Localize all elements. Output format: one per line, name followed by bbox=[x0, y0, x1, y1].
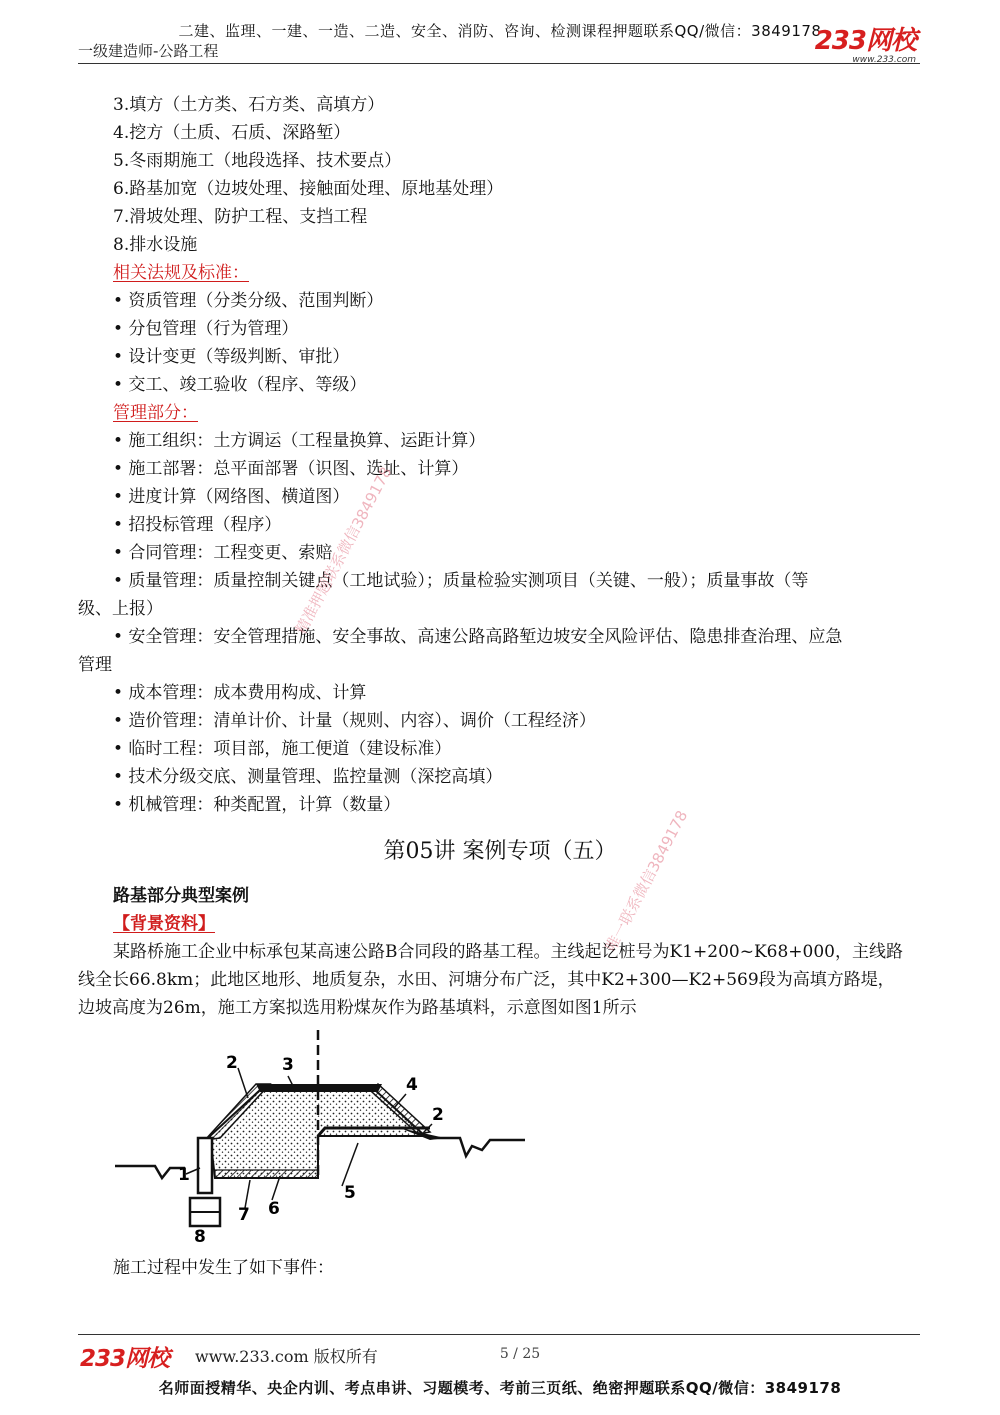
events-intro: 施工过程中发生了如下事件： bbox=[113, 1258, 334, 1278]
list-item: 7.滑坡处理、防护工程、支挡工程 bbox=[113, 207, 368, 227]
page-number: 5 / 25 bbox=[499, 1346, 541, 1362]
lecture-title: 第05讲 案例专项（五） bbox=[383, 839, 617, 864]
figure-label: 2 bbox=[226, 1053, 238, 1073]
header-promo-line: 二建、监理、一建、一造、二造、安全、消防、咨询、检测课程押题联系QQ/微信：3849178 bbox=[178, 22, 822, 40]
paragraph-line: 线全长66.8km；此地区地形、地质复杂，水田、河塘分布广泛，其中K2+300—K2+569段为高填方路堤， bbox=[78, 970, 895, 990]
list-item: • 施工部署：总平面部署（识图、选址、计算） bbox=[113, 459, 469, 479]
header-divider bbox=[78, 63, 920, 64]
figure-label: 6 bbox=[268, 1199, 280, 1219]
footer-promo-line: 名师面授精华、央企内训、考点串讲、习题模考、考前三页纸、绝密押题联系QQ/微信：3849178 bbox=[158, 1379, 842, 1397]
list-item: • 分包管理（行为管理） bbox=[113, 319, 299, 339]
list-item: 3.填方（土方类、石方类、高填方） bbox=[113, 95, 385, 115]
list-item: 6.路基加宽（边坡处理、接触面处理、原地基处理） bbox=[113, 179, 504, 199]
management-heading: 管理部分： bbox=[113, 403, 198, 423]
regulations-heading: 相关法规及标准： bbox=[113, 263, 249, 283]
brand-logo bbox=[815, 28, 916, 65]
list-item: 5.冬雨期施工（地段选择、技术要点） bbox=[113, 151, 402, 171]
list-item-quality: • 质量管理：质量控制关键点（工地试验）；质量检验实测项目（关键、一般）；质量事故（等 bbox=[113, 571, 809, 591]
figure-label: 3 bbox=[282, 1055, 294, 1075]
watermark: 精准押题联系微信3849178 bbox=[291, 463, 396, 638]
figure-label: 1 bbox=[178, 1165, 190, 1185]
list-item: • 设计变更（等级判断、审批） bbox=[113, 347, 350, 367]
retaining-wall bbox=[198, 1138, 212, 1193]
list-item-safety-cont: 管理 bbox=[78, 655, 112, 675]
brand-logo-url: www.233.com bbox=[852, 55, 916, 65]
paragraph-line: 边坡高度为26m，施工方案拟选用粉煤灰作为路基填料，示意图如图1所示 bbox=[78, 998, 637, 1018]
figure-label: 5 bbox=[344, 1183, 356, 1203]
figure-label: 2 bbox=[432, 1105, 444, 1125]
embankment-diagram bbox=[110, 1028, 530, 1243]
brand-logo-text: 233网校 bbox=[814, 26, 916, 56]
list-item: • 合同管理：工程变更、索赔 bbox=[113, 543, 333, 563]
list-item: • 施工组织：土方调运（工程量换算、运距计算） bbox=[113, 431, 486, 451]
figure-label: 7 bbox=[238, 1205, 250, 1225]
list-item: • 资质管理（分类分级、范围判断） bbox=[113, 291, 384, 311]
list-item: • 造价管理：清单计价、计量（规则、内容）、调价（工程经济） bbox=[113, 711, 596, 731]
list-item: • 交工、竣工验收（程序、等级） bbox=[113, 375, 367, 395]
ground-line-right bbox=[430, 1138, 525, 1156]
background-label: 【背景资料】 bbox=[113, 914, 215, 934]
document-subtitle: 一级建造师-公路工程 bbox=[78, 42, 219, 60]
ground-line-left bbox=[115, 1166, 185, 1178]
list-item-safety: • 安全管理：安全管理措施、安全事故、高速公路高路堑边坡安全风险评估、隐患排查治理、应急 bbox=[113, 627, 843, 647]
footer-copyright: www.233.com 版权所有 bbox=[195, 1347, 378, 1366]
footer-divider bbox=[78, 1334, 920, 1335]
list-item-quality-cont: 级、上报） bbox=[78, 599, 163, 619]
paragraph-line: 某路桥施工企业中标承包某高速公路B合同段的路基工程。主线起讫桩号为K1+200~K68+000，主线路 bbox=[113, 942, 903, 962]
figure-label: 8 bbox=[194, 1227, 206, 1243]
drainage-layer bbox=[215, 1170, 318, 1178]
list-item: • 临时工程：项目部，施工便道（建设标准） bbox=[113, 739, 452, 759]
list-item: • 进度计算（网络图、横道图） bbox=[113, 487, 350, 507]
footer-logo: 233网校 bbox=[80, 1346, 170, 1372]
list-item: • 招投标管理（程序） bbox=[113, 515, 282, 535]
list-item: • 技术分级交底、测量管理、监控量测（深挖高填） bbox=[113, 767, 503, 787]
list-item: 4.挖方（土质、石质、深路堑） bbox=[113, 123, 351, 143]
figure-label: 4 bbox=[406, 1075, 418, 1095]
list-item: • 成本管理：成本费用构成、计算 bbox=[113, 683, 367, 703]
list-item: • 机械管理：种类配置，计算（数量） bbox=[113, 795, 401, 815]
list-item: 8.排水设施 bbox=[113, 235, 198, 255]
case-heading: 路基部分典型案例 bbox=[113, 886, 249, 906]
watermark: 唯一联系微信3849178 bbox=[601, 807, 692, 955]
